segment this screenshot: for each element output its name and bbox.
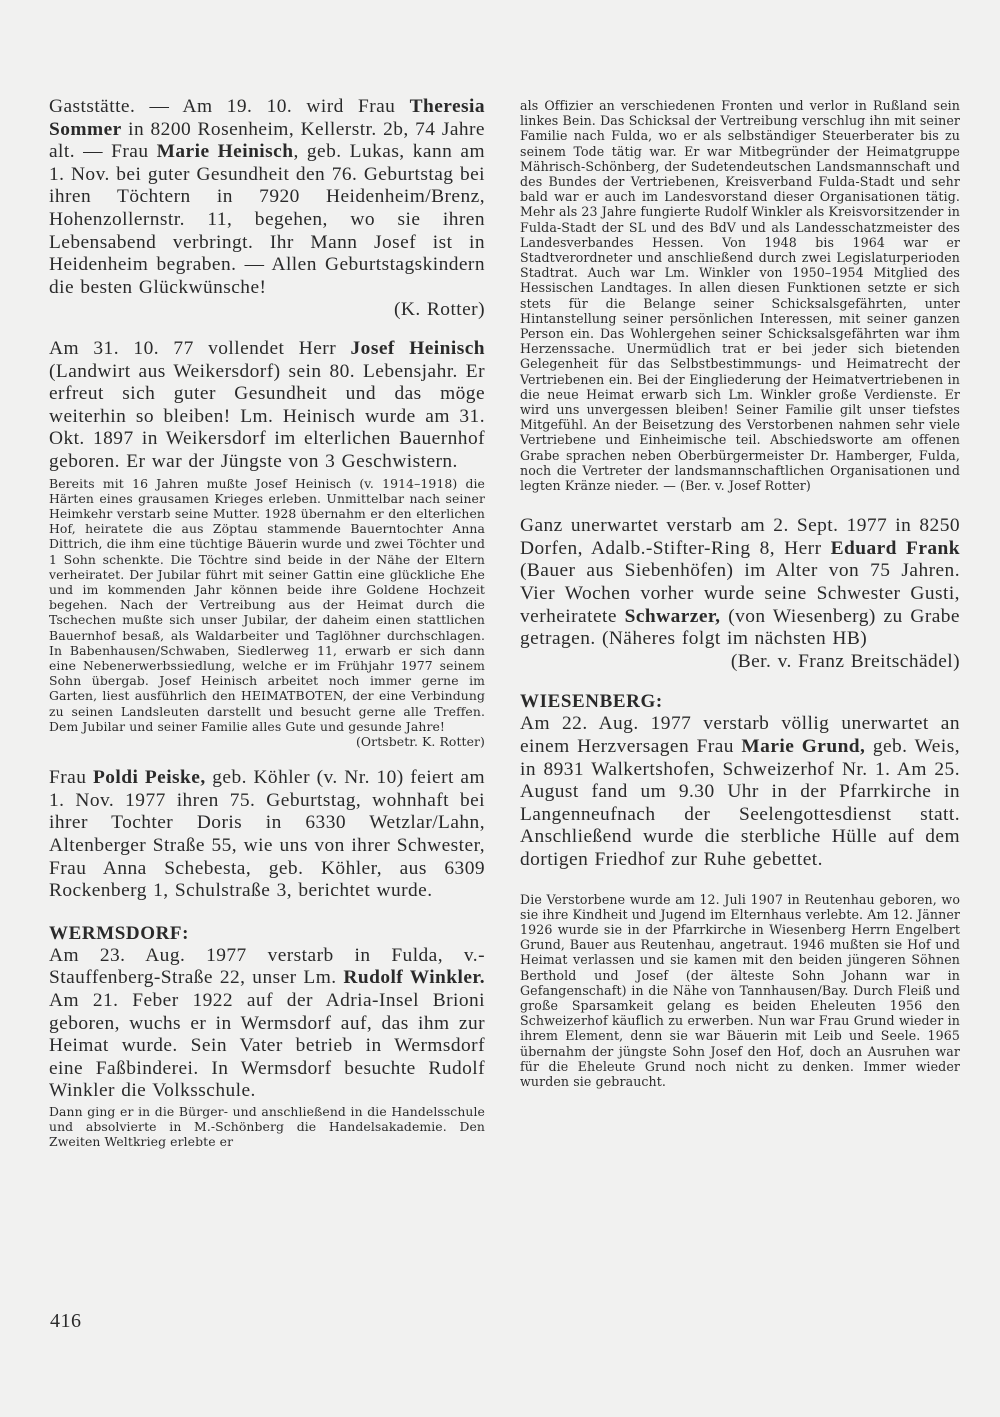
author-signature: (K. Rotter) — [393, 299, 485, 321]
section-heading-wiesenberg: WIESENBERG: — [520, 691, 663, 713]
person-name: Marie Grund, — [741, 736, 866, 758]
person-name: Marie Heinisch — [156, 141, 294, 163]
author-signature: (Ber. v. Franz Breitschädel) — [730, 650, 960, 672]
person-name: Eduard Frank — [830, 537, 960, 559]
page-number: 416 — [50, 1310, 82, 1332]
person-name: Theresia Sommer — [49, 96, 485, 140]
right-column — [520, 96, 960, 1089]
obituary-grund: Am 22. Aug. 1977 verstarb völlig unerwartet an einem Herzversagen Frau Marie Grund, geb. Weis, in 8931 Walkertshofen, Schweizerhof Nr. 1. Am 25. August fand um 9.30 Uhr in der Pfarrkirche in Langenneufnach der Seelengottesdienst statt. Anschließend wurde die sterbliche Hülle auf dem dortigen Friedhof zur Ruhe gebettet. — [520, 713, 960, 870]
left-column — [49, 96, 485, 1149]
person-name: Poldi Peiske, — [92, 767, 206, 789]
birthday-notice-peiske: Frau Poldi Peiske, geb. Köhler (v. Nr. 10) feiert am 1. Nov. 1977 ihren 75. Geburtstag, wohnhaft bei ihrer Tochter Doris in 6330 Wetzlar/Lahn, Altenberger Straße 55, wie uns von ihrer Schwester, Frau Anna Schebesta, geb. Köhler, aus 6309 Rockenberg 1, Schulstraße 3, berichtet wurde. — [49, 767, 486, 902]
section-heading-wermsdorf: WERMSDORF: — [49, 922, 190, 944]
obituary-winkler-continued: als Offizier an verschiedenen Fronten und verlor in Rußland sein linkes Bein. Das Schicksal der Vertreibung verschlug ihn mit seiner Familie nach Fulda, wo er als selbständiger Steuerberater bis zu seinem Tode tätig war. Er war Mitbegründer der Heimatgruppe Mährisch-Schönberg, der Sudetendeutschen Landsmannschaft und des Bundes der Vertriebenen, Kreisverband Fulda-Stadt und sehr bald war er auch im Landesvorstand dieser Organisationen tätig. Mehr als 23 Jahre fungierte Rudolf Winkler als Kreisvorsitzender in Fulda-Stadt der SL und des BdV und als Landesschatzmeister des Landesverbandes Hessen. Von 1948 bis 1964 war er Stadtverordneter und anschließend durch zwei Legislaturperioden Stadtrat. Auch war Lm. Winkler von 1950–1954 Mitglied des Hessischen Landtages. In allen diesen Funktionen setzte er sich stets für die Belange seiner Schicksalsgefährten, unter Hintanstellung seiner persönlichen Interessen, mit seiner ganzen Person ein. Das Wohlergehen seiner Schicksalsgefährten war ihm Herzenssache. Unermüdlich trat er bei jeder sich bietenden Gelegenheit für das Selbstbestimmungs- und Heimatrecht der Vertriebenen ein. Bei der Eingliederung der Heimatvertriebenen in die neue Heimat erwarb sich Lm. Winkler große Verdienste. Er wird uns unvergessen bleiben! Seiner Familie gilt unser tiefstes Mitgefühl. An der Beisetzung des Verstorbenen nahmen sehr viele Vertriebene und Einheimische teil. Abschiedsworte am offenen Grabe sprachen neben Oberbürgermeister Dr. Hamberger, Fulda, noch die Vertreter der landsmannschaftlichen Organisationen und legten Kränze nieder. — (Ber. v. Josef Rotter) — [520, 98, 960, 494]
person-name: Josef Heinisch — [350, 337, 485, 359]
birthday-notice-josef-heinisch-detail: Bereits mit 16 Jahren mußte Josef Heinisch (v. 1914–1918) die Härten eines grausamen Krieges erleben. Unmittelbar nach seiner Heimkehr verstarb seine Mutter. 1928 übernahm er den elterlichen Hof, heiratete die aus Zöptau stammende Bauerntochter Anna Dittrich, die ihm eine tüchtige Bäuerin wurde und zwei Töchter und 1 Sohn schenkte. Die Töchtre sind beide in der Nähe der Eltern verheiratet. Der Jubilar führt mit seiner Gattin eine glückliche Ehe und im kommenden Jahr können beide ihre Goldene Hochzeit begehen. Nach der Vertreibung aus der Heimat durch die Tschechen mußte sich unser Jubilar, der daheim einen stattlichen Bauernhof besaß, als Waldarbeiter und Taglöhner durchschlagen. In Babenhausen/Schwaben, Siedlerweg 11, erwarb er sich dann eine Nebenerwerbssiedlung, welche er im Frühjahr 1977 seinem Sohn übergab. Josef Heinisch arbeitet noch immer gerne im Garten, liest ausführlich den HEIMATBOTEN, der eine Verbindung zu seinen Landsleuten darstellt und besucht gerne alle Treffen. Dem Jubilar und seiner Familie alles Gute und gesunde Jahre! (Ortsbetr. K. Rotter) — [49, 475, 485, 749]
author-signature: (Ortsbetr. K. Rotter) — [355, 733, 485, 749]
birthday-notice-josef-heinisch: Am 31. 10. 77 vollendet Herr Josef Heinisch (Landwirt aus Weikersdorf) sein 80. Lebensjahr. Er erfreut sich guter Gesundheit und das möge weiterhin so bleiben! Lm. Heinisch wurde am 31. Okt. 1897 in Weikersdorf im elterlichen Bauernhof geboren. Er war der Jüngste von 3 Geschwistern. — [49, 337, 485, 472]
obituary-winkler-detail: Dann ging er in die Bürger- und anschließend in die Handelsschule und absolvierte in M.-Schönberg die Handelsakademie. Den Zweiten Weltkrieg erlebte er — [49, 1103, 485, 1150]
obituary-winkler: Am 23. Aug. 1977 verstarb in Fulda, v.-Stauffenberg-Straße 22, unser Lm. Rudolf Winkler. Am 21. Feber 1922 auf der Adria-Insel Brioni geboren, wuchs er in Wermsdorf auf, das ihm zur Heimat wurde. Sein Vater betrieb in Wermsdorf eine Faßbinderei. In Wermsdorf besuchte Rudolf Winkler die Volksschule. — [49, 944, 485, 1102]
person-name: Rudolf Winkler. — [343, 967, 485, 989]
birthday-notice-sommer-heinisch: Gaststätte. — Am 19. 10. wird Frau Theresia Sommer in 8200 Rosenheim, Kellerstr. 2b, 74 Jahre alt. — Frau Marie Heinisch, geb. Lukas, kann am 1. Nov. bei guter Gesundheit den 76. Geburtstag bei ihren Töchtern in 7920 Heidenheim/Brenz, Hohenzollernstr. 11, begehen, wo sie ihren Lebensabend verbringt. Ihr Mann Josef ist in Heidenheim begraben. — Allen Geburtstagskindern die besten Glückwünsche! (K. Rotter) — [49, 96, 485, 321]
obituary-frank: Ganz unerwartet verstarb am 2. Sept. 1977 in 8250 Dorfen, Adalb.-Stifter-Ring 8, Herr Eduard Frank (Bauer aus Siebenhöfen) im Alter von 75 Jahren. Vier Wochen vorher wurde seine Schwester Gusti, verheiratete Schwarzer, (von Wiesenberg) zu Grabe getragen. (Näheres folgt im nächsten HB) (Ber. v. Franz Breitschädel) — [520, 515, 960, 672]
obituary-grund-detail: Die Verstorbene wurde am 12. Juli 1907 in Reutenhau geboren, wo sie ihre Kindheit und Jugend im Elternhaus verlebte. Am 12. Jänner 1926 wurde sie in der Pfarrkirche in Wiesenberg Herrn Engelbert Grund, Bauer aus Reutenhau, angetraut. 1946 mußten sie Hof und Heimat verlassen und sie kamen mit den beiden jüngeren Söhnen Berthold und Josef (der älteste Sohn Johann war in Gefangenschaft) in die Nähe von Tannhausen/Bay. Durch Fleiß und große Sparsamkeit gelang es beiden Eheleuten 1956 den Schweizerhof käuflich zu erwerben. Nun war Frau Grund wieder in ihrem Element, denn sie war Bäuerin mit Leib und Seele. 1965 übernahm der jüngste Sohn Josef den Hof, doch an Ausruhen war für die Eheleute Grund noch nicht zu denken. Immer wieder wurden sie gebraucht. — [520, 891, 960, 1090]
person-name: Schwarzer, — [624, 605, 721, 627]
